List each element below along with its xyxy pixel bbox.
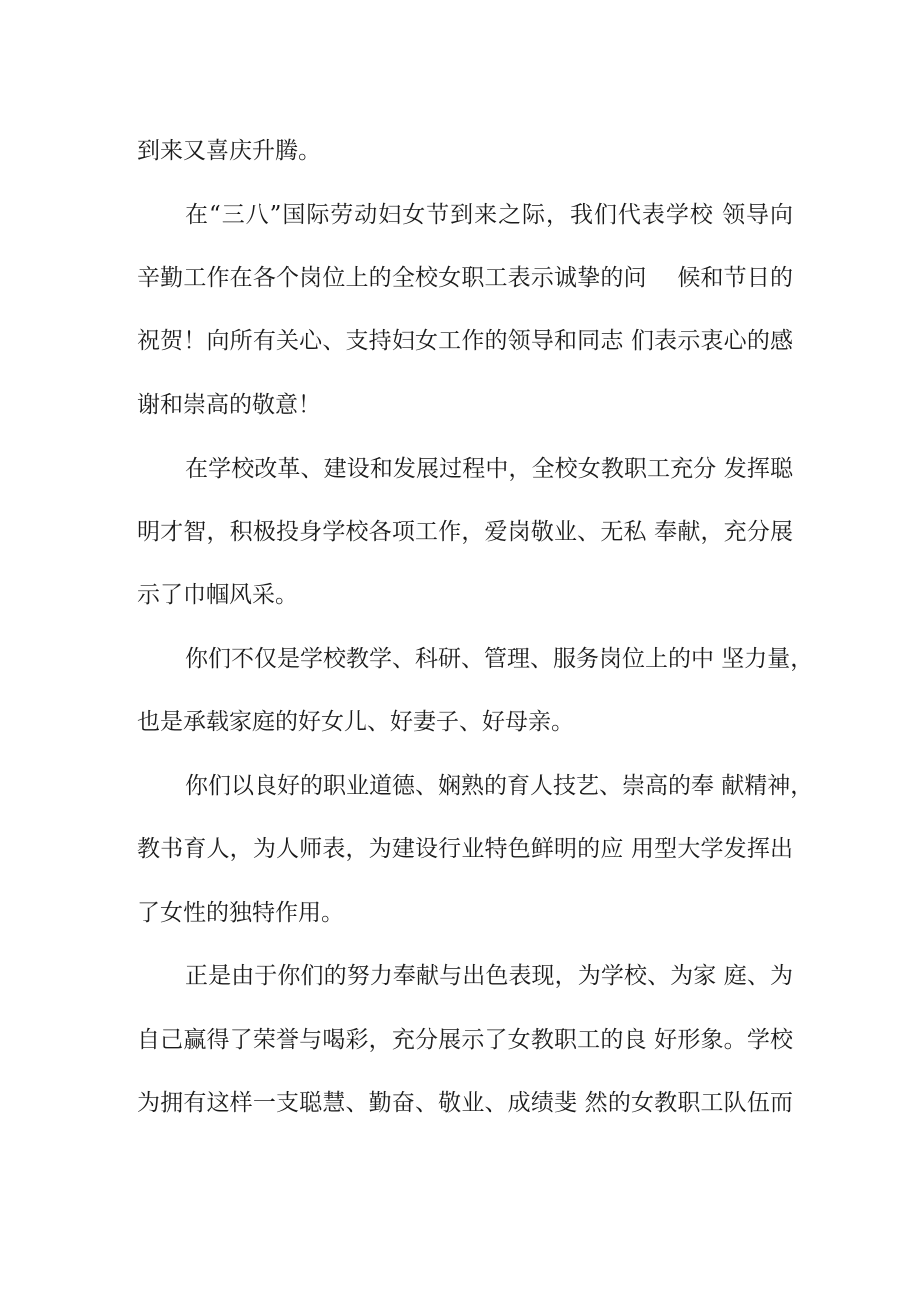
text-line: 明才智，积极投身学校各项工作，爱岗敬业、无私 奉献，充分展	[137, 519, 793, 545]
text-line: 在“三八”国际劳动妇女节到来之际，我们代表学校 领导向	[185, 202, 793, 228]
text-line: 示了巾帼风采。	[137, 582, 298, 608]
text-line: 你们以良好的职业道德、娴熟的育人技艺、崇高的奉 献精神，	[185, 773, 814, 799]
text-line: 在学校改革、建设和发展过程中，全校女教职工充分 发挥聪	[185, 456, 793, 482]
text-line: 祝贺！向所有关心、支持妇女工作的领导和同志 们表示衷心的感	[137, 328, 793, 354]
text-line: 也是承载家庭的好女儿、好妻子、好母亲。	[137, 709, 574, 735]
text-line: 为拥有这样一支聪慧、勤奋、敬业、成绩斐 然的女教职工队伍而	[137, 1090, 793, 1116]
text-line: 自己赢得了荣誉与喝彩，充分展示了女教职工的良 好形象。学校	[137, 1027, 793, 1053]
text-line: 正是由于你们的努力奉献与出色表现，为学校、为家 庭、为	[185, 963, 793, 989]
text-line: 辛勤工作在各个岗位上的全校女职工表示诚挚的问 候和节日的	[137, 265, 793, 291]
text-line: 到来又喜庆升腾。	[137, 138, 321, 164]
text-line: 你们不仅是学校教学、科研、管理、服务岗位上的中 坚力量，	[185, 646, 814, 672]
text-line: 谢和崇高的敬意！	[137, 392, 321, 418]
text-line: 教书育人，为人师表，为建设行业特色鲜明的应 用型大学发挥出	[137, 836, 793, 862]
text-line: 了女性的独特作用。	[137, 900, 344, 926]
